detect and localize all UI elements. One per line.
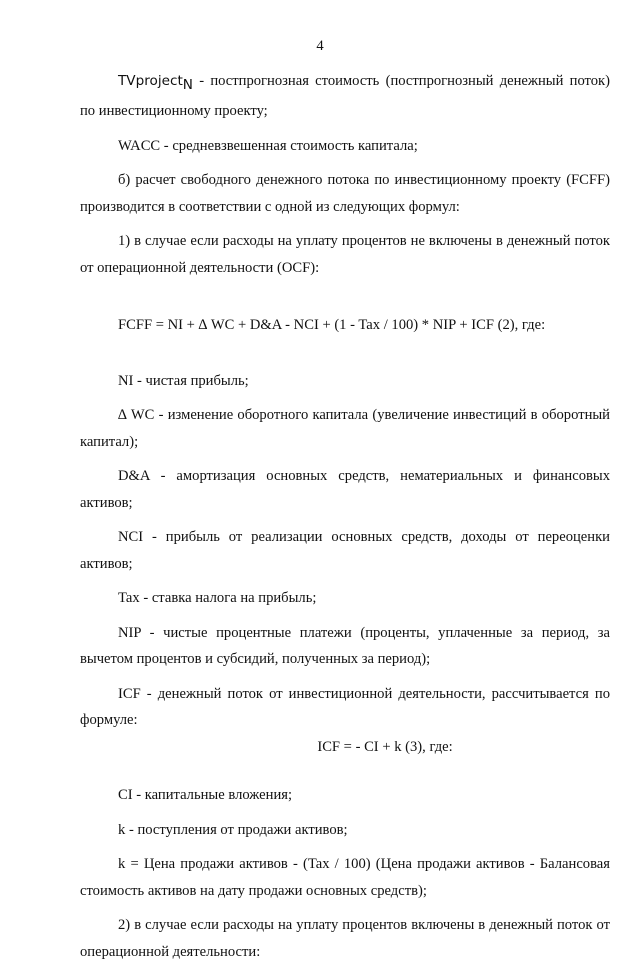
paragraph-wacc: WACC - средневзвешенная стоимость капитала; (118, 137, 418, 154)
paragraph-case-2: 2) в случае если расходы на уплату процентов включены в денежный поток от операционной деятельности: (80, 917, 610, 960)
paragraph-nip: NIP - чистые процентные платежи (проценты, уплаченные за период, за вычетом процентов и субсидий, полученных за период); (80, 624, 610, 668)
tvproject-subscript: N (182, 76, 193, 93)
paragraph-tax: Tax - ставка налога на прибыль; (118, 590, 317, 607)
paragraph-case-1: 1) в случае если расходы на уплату процентов не включены в денежный поток от операционной деятельности (OCF): (80, 233, 610, 276)
paragraph-ci: CI - капитальные вложения; (118, 787, 293, 804)
paragraph-tvproject (80, 68, 610, 125)
paragraph-nci: NCI - прибыль от реализации основных средств, доходы от переоценки активов; (80, 529, 610, 572)
formula-icf: ICF = - CI + k (3), где: (317, 738, 453, 755)
page-number: 4 (316, 38, 324, 54)
paragraph-delta-wc: ∆ WC - изменение оборотного капитала (увеличение инвестиций в оборотный капитал); (80, 407, 610, 450)
paragraph-da: D&A - амортизация основных средств, нематериальных и финансовых активов; (80, 468, 610, 511)
paragraph-fcff-intro: б) расчет свободного денежного потока по инвестиционному проекту (FCFF) производится в соответствии с одной из следующих формул: (80, 172, 610, 215)
tvproject-term: TVproject (118, 73, 183, 89)
paragraph-icf: ICF - денежный поток от инвестиционной деятельности, рассчитывается по формуле: (80, 685, 610, 729)
tvproject-definition: - постпрогнозная стоимость (постпрогнозный денежный поток) по инвестиционному проекту; (80, 73, 610, 120)
formula-fcff: FCFF = NI + ∆ WC + D&A - NCI + (1 - Tax / 100) * NIP + ICF (2), где: (118, 317, 546, 334)
document-body (80, 68, 610, 965)
paragraph-k: k - поступления от продажи активов; (118, 821, 348, 838)
paragraph-ni: NI - чистая прибыль; (118, 372, 249, 389)
paragraph-k-formula: k = Цена продажи активов - (Tax / 100) (Цена продажи активов - Балансовая стоимость активов на дату продажи основных средств); (80, 856, 610, 899)
